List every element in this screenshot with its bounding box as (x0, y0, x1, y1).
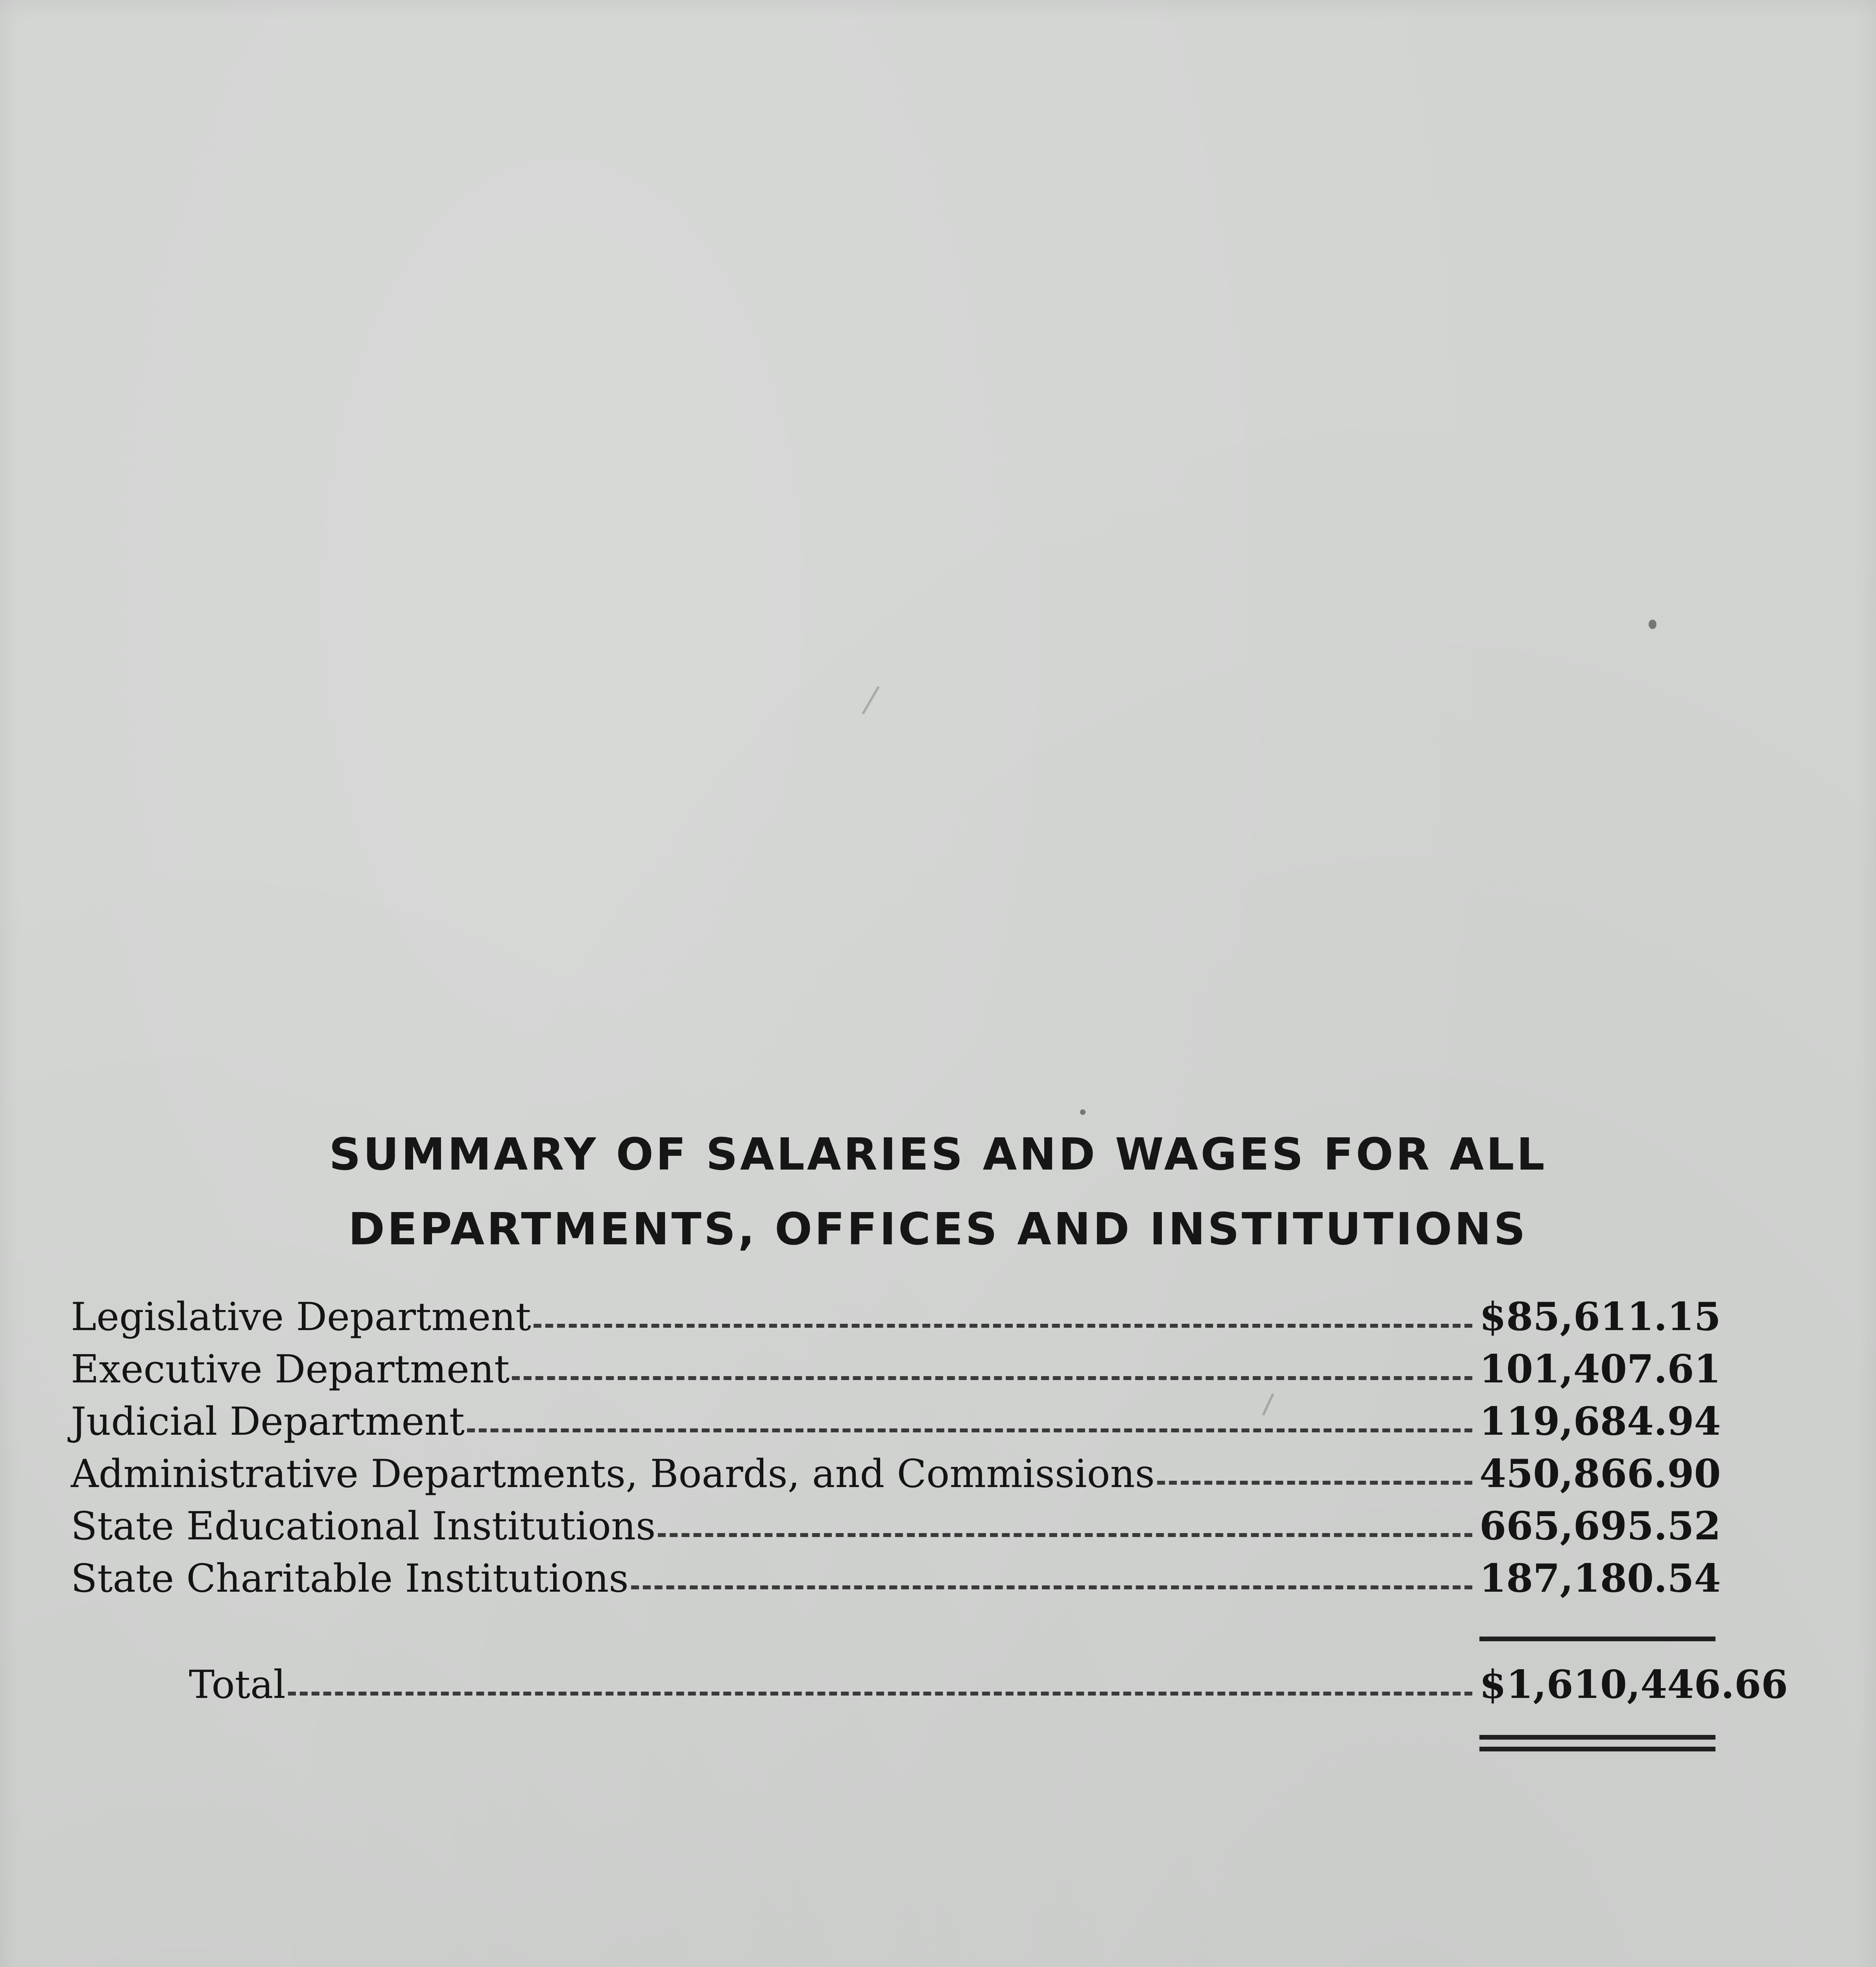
row-amount: 187,180.54 (1479, 1556, 1721, 1601)
total-amount: $1,610,446.66 (1479, 1662, 1788, 1707)
paper-scratch (862, 686, 879, 714)
row-label: Administrative Departments, Boards, and Commissions (71, 1452, 1155, 1496)
summary-heading-line-1: SUMMARY OF SALARIES AND WAGES FOR ALL (329, 1129, 1547, 1180)
dot-leader (512, 1376, 1472, 1380)
dot-leader (288, 1692, 1472, 1696)
row-label: State Educational Institutions (71, 1504, 656, 1549)
summary-row (71, 1451, 1721, 1498)
row-amount-value: 85,611.15 (1506, 1294, 1721, 1340)
dot-leader (534, 1324, 1472, 1328)
total-row (189, 1662, 1788, 1709)
summary-heading-line-2: DEPARTMENTS, OFFICES AND INSTITUTIONS (348, 1204, 1528, 1255)
total-double-rule-bottom (1479, 1747, 1715, 1751)
row-amount: 450,866.90 (1479, 1451, 1721, 1496)
dot-leader (658, 1533, 1472, 1537)
summary-row (71, 1399, 1721, 1446)
summary-row (71, 1556, 1721, 1603)
row-amount (1479, 1294, 1721, 1340)
dot-leader (1157, 1481, 1472, 1485)
row-amount: 665,695.52 (1479, 1504, 1721, 1549)
row-amount: 119,684.94 (1479, 1399, 1721, 1444)
row-label: State Charitable Institutions (71, 1556, 629, 1601)
row-label: Executive Department (71, 1347, 510, 1392)
currency-symbol: $ (1479, 1294, 1507, 1340)
paper-speck (1080, 1109, 1086, 1115)
total-double-rule-top (1479, 1735, 1715, 1740)
row-amount: 101,407.61 (1479, 1347, 1721, 1392)
summary-row (71, 1347, 1721, 1394)
row-label: Judicial Department (71, 1399, 465, 1444)
summary-row (71, 1504, 1721, 1551)
paper-speck (1649, 620, 1656, 629)
dot-leader (467, 1428, 1472, 1432)
total-label: Total (189, 1663, 286, 1707)
dot-leader (631, 1585, 1472, 1589)
subtotal-rule (1479, 1637, 1715, 1641)
row-label: Legislative Department (71, 1295, 531, 1340)
summary-row (71, 1294, 1721, 1341)
